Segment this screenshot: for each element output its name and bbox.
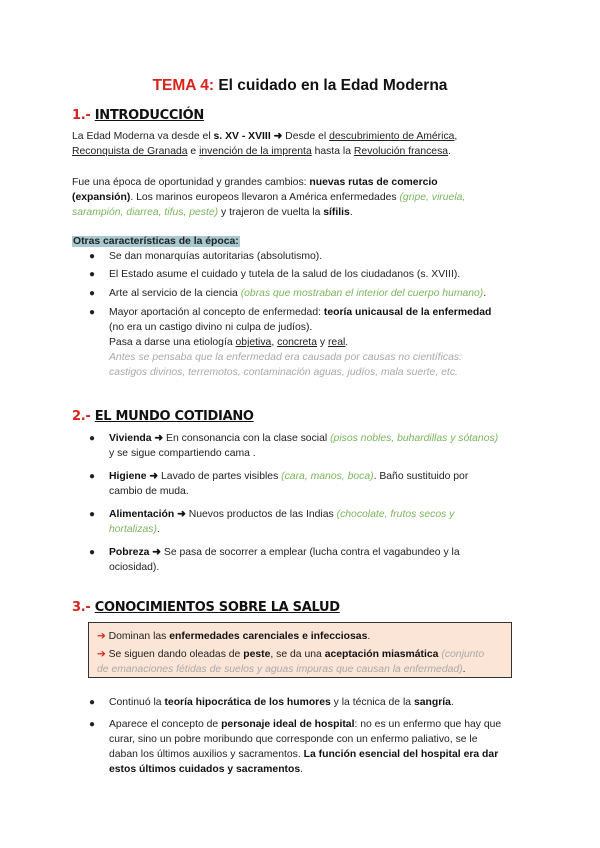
- list-item: ● Se dan monarquías autoritarias (absolutismo).: [89, 251, 323, 262]
- page-title: TEMA 4: El cuidado en la Edad Moderna: [152, 77, 448, 94]
- list-mundo-cotidiano: [72, 431, 532, 575]
- list-conocimientos: [72, 695, 532, 777]
- list-item: ● El Estado asume el cuidado y tutela de la salud de los ciudadanos (s. XVIII).: [89, 269, 461, 280]
- list-item: ● Arte al servicio de la ciencia (obras que mostraban el interior del cuerpo humano).: [89, 288, 487, 299]
- callout-line-1: ➔ Dominan las enfermedades carenciales e infecciosas.: [97, 631, 371, 642]
- section-heading-introduccion: 1.- INTRODUCCIÓN: [72, 108, 204, 123]
- list-item-alimentacion: ● Alimentación ➜ Nuevos productos de las Indias (chocolate, frutos secos y hortalizas).: [89, 509, 455, 535]
- list-item: ● Aparece el concepto de personaje ideal de hospital: no es un enfermo que hay que curar, sino un pobre moribundo que corresponde con un enfermo paliativo, se le daban los últimos auxilios y sacramentos. La función esencial del hospital era dar estos últimos cuidados y sacramentos.: [89, 719, 502, 775]
- list-item-pobreza: ● Pobreza ➜ Se pasa de socorrer a emplear (lucha contra el vagabundeo y la ociosidad).: [89, 547, 460, 573]
- list-caracteristicas: [72, 249, 532, 380]
- section-heading-mundo-cotidiano: 2.- EL MUNDO COTIDIANO: [72, 409, 254, 424]
- paragraph-intro-1: La Edad Moderna va desde el s. XV - XVIII ➜ Desde el descubrimiento de América, Reconquista de Granada e invención de la imprenta hasta la Revolución francesa.: [72, 131, 458, 157]
- list-item: ● Mayor aportación al concepto de enfermedad: teoría unicausal de la enfermedad (no era un castigo divino ni culpa de judíos). Pasa a darse una etiología objetiva, concreta y real. Antes se pensaba que la enfermedad era causada por causas no científicas: castigos divinos, terremotos, contaminación aguas, judíos, mala suerte, etc.: [89, 307, 492, 378]
- section-heading-conocimientos: 3.- CONOCIMIENTOS SOBRE LA SALUD: [72, 600, 340, 615]
- paragraph-intro-2: Fue una época de oportunidad y grandes cambios: nuevas rutas de comercio (expansión). Los marinos europeos llevaron a América enfermedades (gripe, viruela, sarampión, diarrea, tifus, peste) y trajeron de vuelta la sífilis.: [72, 177, 466, 218]
- list-item: ● Continuó la teoría hipocrática de los humores y la técnica de la sangría.: [89, 697, 454, 708]
- list-item-vivienda: ● Vivienda ➜ En consonancia con la clase social (pisos nobles, buhardillas y sótanos) y se sigue compartiendo cama .: [89, 433, 499, 459]
- highlight-label: Otras características de la época:: [73, 236, 239, 247]
- callout-box: [88, 622, 512, 678]
- list-item-higiene: ● Higiene ➜ Lavado de partes visibles (cara, manos, boca). Baño sustituido por cambio de muda.: [89, 471, 469, 497]
- callout-line-2: ➔ Se siguen dando oleadas de peste, se da una aceptación miasmática (conjunto de emanaciones fétidas de suelos y aguas impuras que causan la enfermedad).: [97, 649, 485, 675]
